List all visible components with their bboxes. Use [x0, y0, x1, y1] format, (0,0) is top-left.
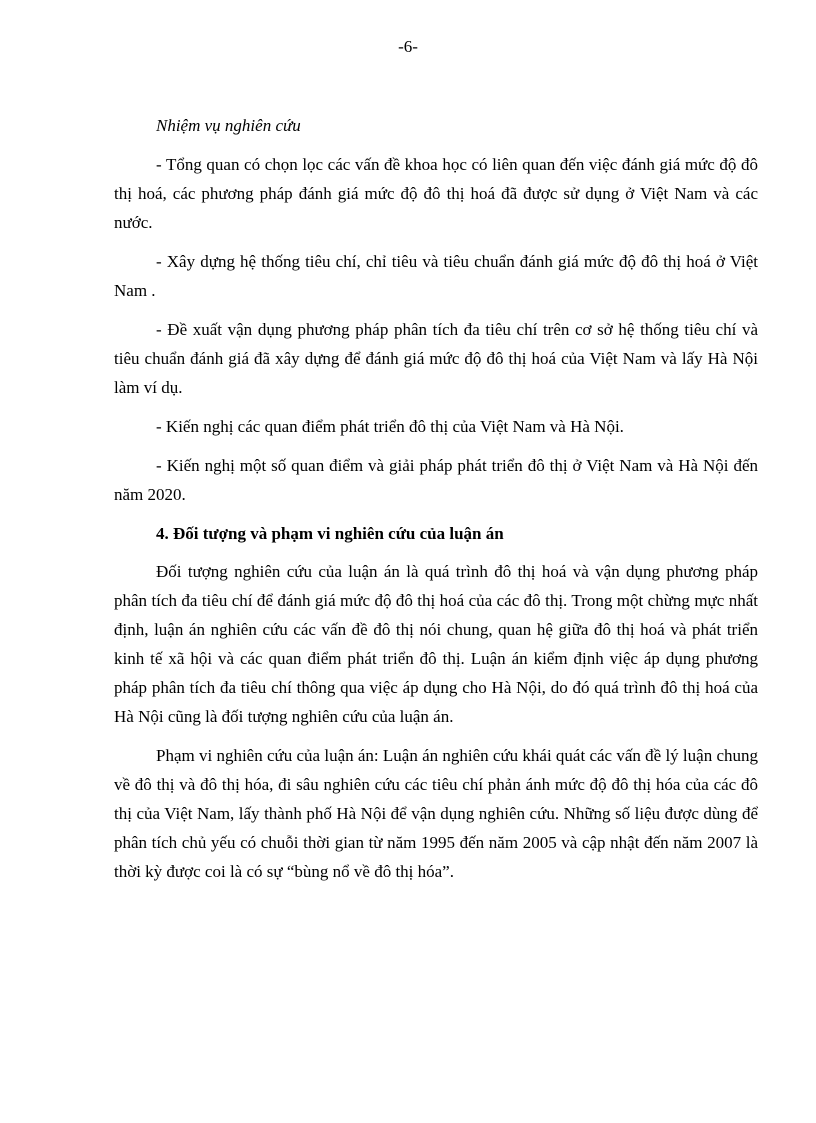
task-item-2: - Xây dựng hệ thống tiêu chí, chỉ tiêu và tiêu chuẩn đánh giá mức độ đô thị hoá ở Việt Nam . [114, 252, 758, 300]
section-heading-scope: 4. Đối tượng và phạm vi nghiên cứu của luận án [156, 524, 504, 543]
task-item-1: - Tổng quan có chọn lọc các vấn đề khoa học có liên quan đến việc đánh giá mức độ đô thị hoá, các phương pháp đánh giá mức độ đô thị hoá đã được sử dụng ở Việt Nam và các nước. [114, 155, 758, 232]
task-item-5: - Kiến nghị một số quan điểm và giải pháp phát triển đô thị ở Việt Nam và Hà Nội đến năm 2020. [114, 456, 758, 504]
task-subheading: Nhiệm vụ nghiên cứu [156, 116, 301, 135]
task-item-3: - Đề xuất vận dụng phương pháp phân tích đa tiêu chí trên cơ sở hệ thống tiêu chí và tiêu chuẩn đánh giá đã xây dựng để đánh giá mức độ đô thị hoá của Việt Nam và lấy Hà Nội làm ví dụ. [114, 320, 758, 397]
page-number: -6- [398, 37, 418, 56]
scope-paragraph-object: Đối tượng nghiên cứu của luận án là quá trình đô thị hoá và vận dụng phương pháp phân tích đa tiêu chí để đánh giá mức độ đô thị hoá của các đô thị. Trong một chừng mực nhất định, luận án nghiên cứu các vấn đề đô thị nói chung, quan hệ giữa đô thị hoá và phát triển kinh tế xã hội và các quan điểm phát triển đô thị. Luận án kiểm định việc áp dụng phương pháp phân tích đa tiêu chí thông qua việc áp dụng cho Hà Nội, do đó quá trình đô thị hoá của Hà Nội cũng là đối tượng nghiên cứu của luận án. [114, 562, 758, 726]
scope-paragraph-range: Phạm vi nghiên cứu của luận án: Luận án nghiên cứu khái quát các vấn đề lý luận chung về đô thị và đô thị hóa, đi sâu nghiên cứu các tiêu chí phản ánh mức độ đô thị hóa của các đô thị của Việt Nam, lấy thành phố Hà Nội để vận dụng nghiên cứu. Những số liệu được dùng để phân tích chủ yếu có chuỗi thời gian từ năm 1995 đến năm 2005 và cập nhật đến năm 2007 là thời kỳ được coi là có sự “bùng nổ về đô thị hóa”. [114, 746, 758, 881]
page-content [114, 111, 758, 896]
task-item-4: - Kiến nghị các quan điểm phát triển đô thị của Việt Nam và Hà Nội. [156, 417, 624, 436]
